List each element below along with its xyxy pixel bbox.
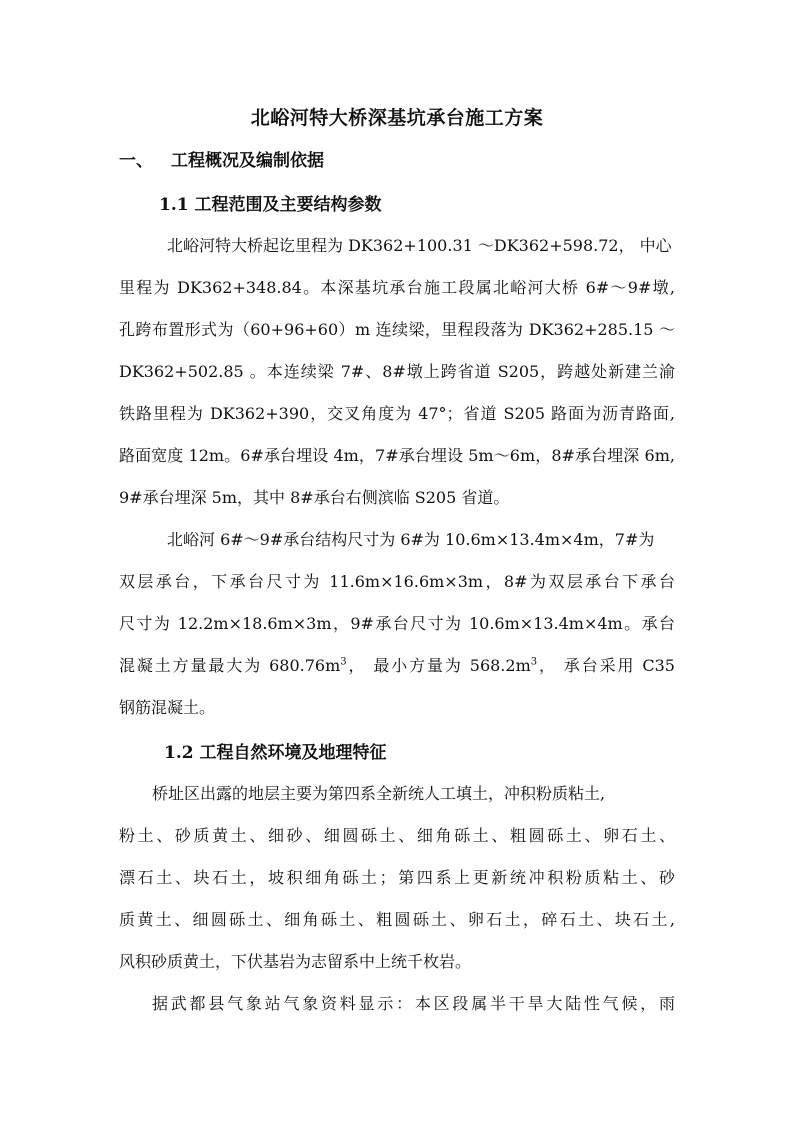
paragraph-line: 路面宽度 12m。6#承台埋设 4m，7#承台埋设 5m～6m，8#承台埋深 6m,: [119, 446, 675, 465]
paragraph-line: 北峪河特大桥起讫里程为 DK362+100.31 ～DK362+598.72， 中心: [167, 236, 672, 255]
paragraph-line: 风积砂质黄土，下伏基岩为志留系中上统千枚岩。: [119, 952, 472, 971]
subsection-heading-1-1: 1.1 工程范围及主要结构参数: [159, 195, 382, 215]
superscript: 3: [340, 656, 347, 668]
paragraph-line: 北峪河 6#～9#承台结构尺寸为 6#为 10.6m×13.4m×4m，7#为: [167, 530, 655, 549]
paragraph-line: 里程为 DK362+348.84。本深基坑承台施工段属北峪河大桥 6#～9#墩,: [119, 278, 675, 297]
paragraph-line: 钢筋混凝土。: [119, 698, 216, 717]
paragraph-line: 双层承台，下承台尺寸为 11.6m×16.6m×3m，8#为双层承台下承台: [119, 572, 675, 591]
paragraph-line: 孔跨布置形式为（60+96+60）m 连续梁，里程段落为 DK362+285.15 ～: [119, 320, 675, 339]
subsection-heading-1-2: 1.2 工程自然环境及地理特征: [164, 743, 387, 763]
text-run: 混凝土方量最大为: [119, 656, 270, 675]
paragraph-line: 漂石土、块石土，坡积细角砾土；第四系上更新统冲积粉质粘土、砂: [119, 868, 675, 887]
paragraph-line: [119, 653, 675, 676]
paragraph-line: 质黄土、细圆砾土、细角砾土、粗圆砾土、卵石土，碎石土、块石土,: [119, 910, 675, 929]
paragraph-line: DK362+502.85 。本连续梁 7#、8#墩上跨省道 S205，跨越处新建兰渝: [119, 362, 675, 381]
paragraph-line: 尺寸为 12.2m×18.6m×3m，9#承台尺寸为 10.6m×13.4m×4m。承台: [119, 614, 675, 633]
paragraph-line: 9#承台埋深 5m，其中 8#承台右侧滨临 S205 省道。: [119, 488, 510, 507]
section-heading-text: 工程概况及编制依据: [171, 151, 324, 171]
section-number: 一、: [119, 151, 153, 171]
document-title: 北峪河特大桥深基坑承台施工方案: [250, 107, 544, 129]
max-volume-value: 680.76m: [269, 656, 341, 675]
paragraph-line: 据武都县气象站气象资料显示：本区段属半干旱大陆性气候，雨: [152, 994, 675, 1013]
paragraph-line: 铁路里程为 DK362+390，交叉角度为 47°；省道 S205 路面为沥青路面,: [119, 404, 675, 423]
text-run: ， 最小方量为: [346, 656, 470, 675]
text-run: ， 承台采用 C35: [537, 656, 675, 675]
section-heading-1: [119, 146, 324, 171]
min-volume-value: 568.2m: [469, 656, 531, 675]
superscript: 3: [530, 656, 538, 668]
paragraph-line: 桥址区出露的地层主要为第四系全新统人工填土，冲积粉质粘土,: [152, 784, 606, 803]
paragraph-line: 粉土、砂质黄土、细砂、细圆砾土、细角砾土、粗圆砾土、卵石土、: [119, 826, 675, 845]
